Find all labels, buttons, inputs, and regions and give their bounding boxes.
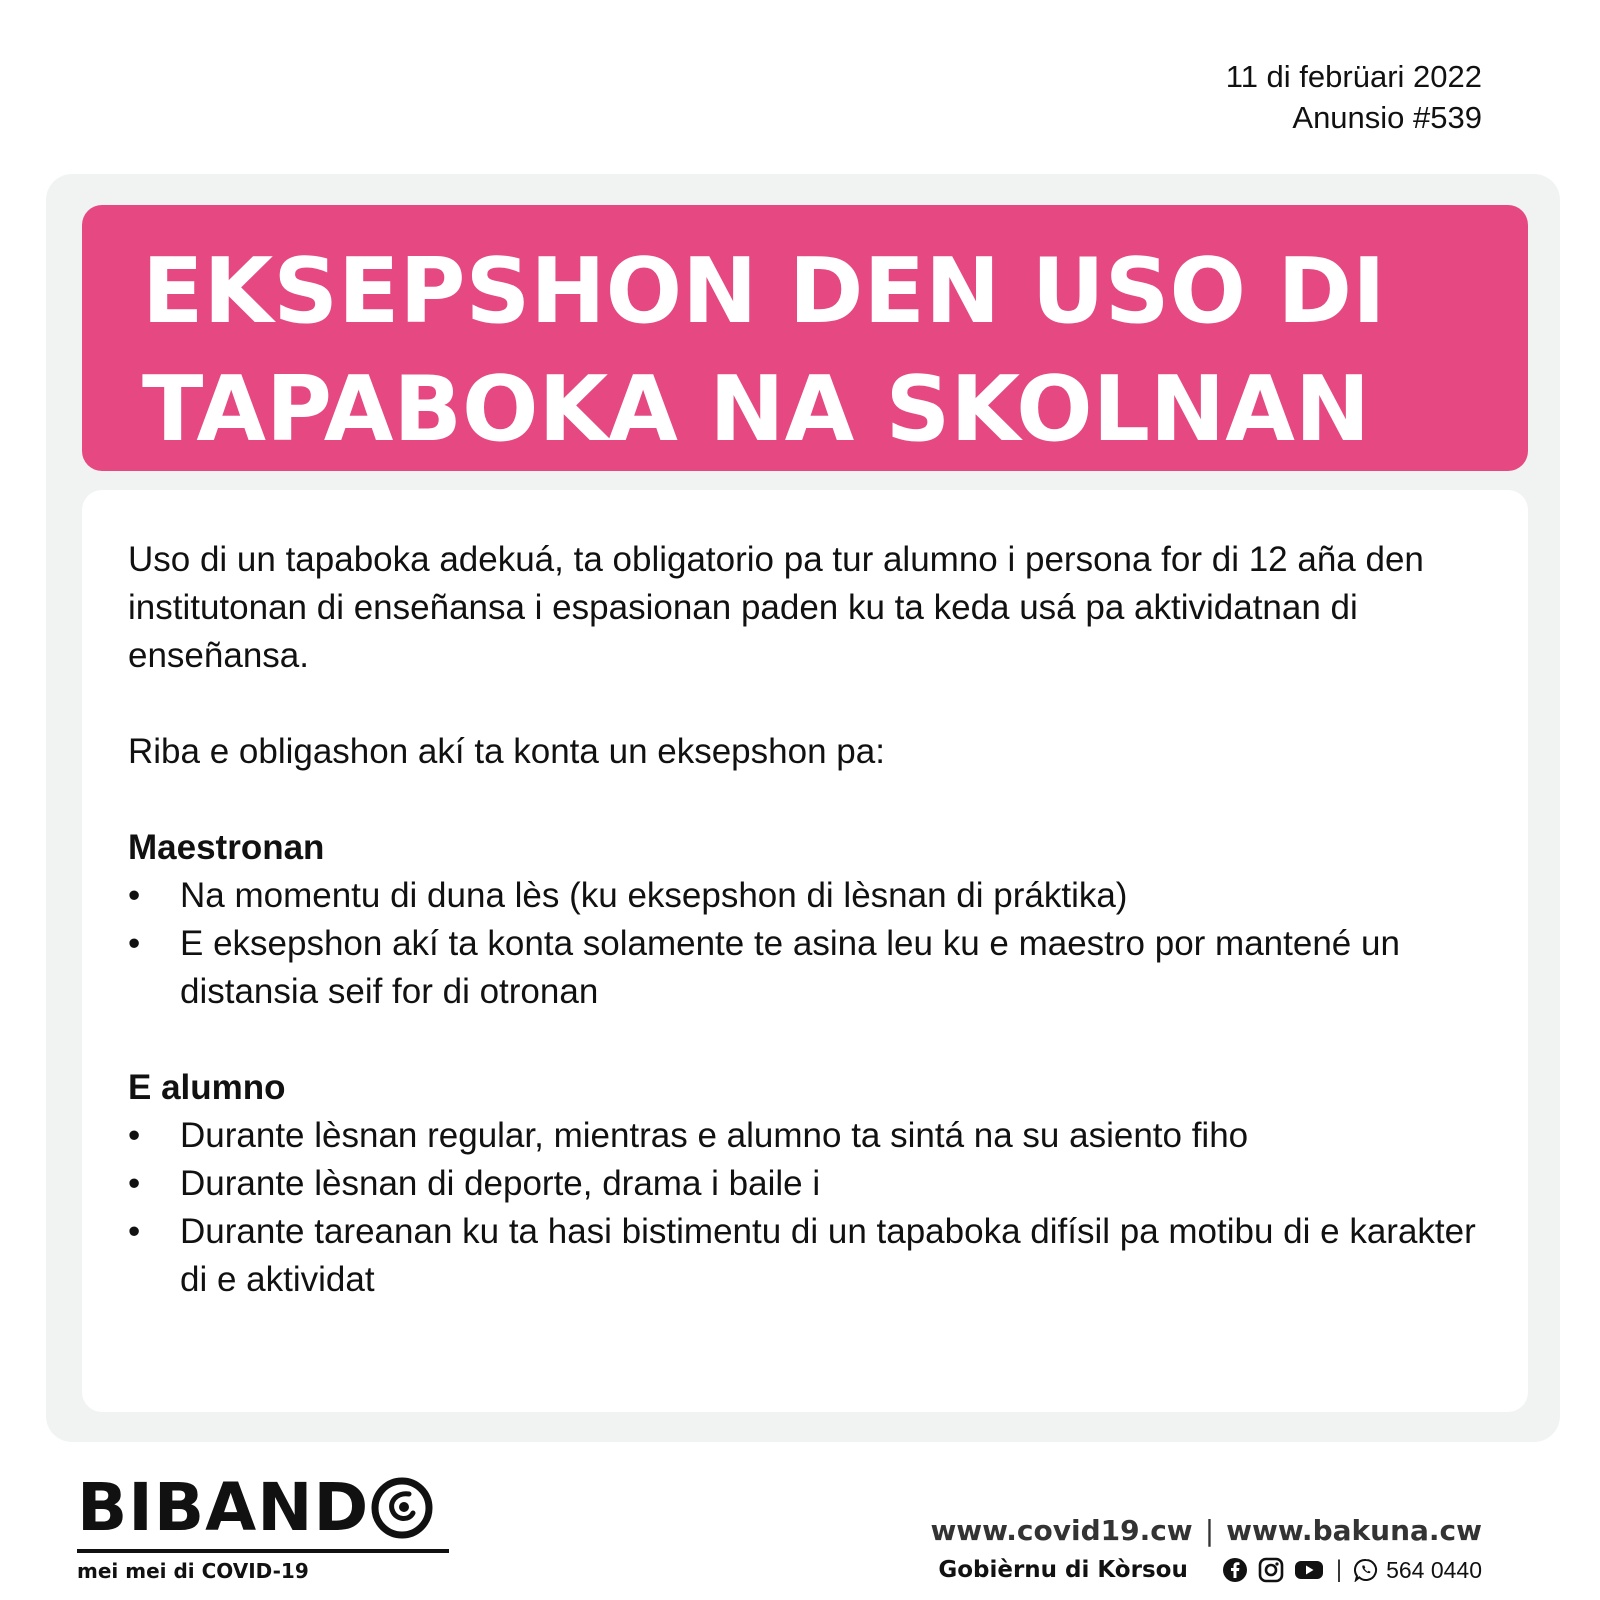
bullet-icon: • bbox=[128, 1116, 141, 1155]
bullet-icon: • bbox=[128, 876, 141, 915]
list-item-text: E eksepshon akí ta konta solamente te asina leu ku e maestro por mantené un distansia seif for di otronan bbox=[180, 924, 1400, 1011]
title-line-2: TAPABOKA NA SKOLNAN bbox=[142, 357, 1371, 462]
covid-link[interactable]: www.covid19.cw bbox=[930, 1514, 1193, 1547]
phone-number[interactable]: 564 0440 bbox=[1386, 1556, 1482, 1583]
logo-wordmark bbox=[77, 1471, 457, 1545]
footer bbox=[930, 1512, 1482, 1584]
bakuna-link[interactable]: www.bakuna.cw bbox=[1226, 1514, 1482, 1547]
whatsapp-icon bbox=[1354, 1558, 1378, 1582]
list-item-text: Durante lèsnan di deporte, drama i baile i bbox=[180, 1164, 821, 1203]
list-item-text: Durante tareanan ku ta hasi bistimentu di un tapaboka difísil pa motibu di e karakter di e aktividat bbox=[180, 1212, 1476, 1299]
government-name: Gobièrnu di Kòrsou bbox=[938, 1557, 1188, 1583]
list-item-text: Durante lèsnan regular, mientras e alumno ta sintá na su asiento fiho bbox=[180, 1116, 1249, 1155]
bibando-logo bbox=[77, 1471, 457, 1589]
title-line-1: EKSEPSHON DEN USO DI bbox=[142, 239, 1386, 344]
bullet-icon: • bbox=[128, 1164, 141, 1203]
url-separator: | bbox=[1204, 1514, 1215, 1547]
teachers-list bbox=[128, 872, 1488, 1016]
list-item bbox=[128, 1160, 1488, 1208]
content-card bbox=[82, 490, 1528, 1412]
list-item-text: Na momentu di duna lès (ku eksepshon di lèsnan di práktika) bbox=[180, 876, 1128, 915]
title-banner bbox=[82, 205, 1528, 471]
facebook-icon[interactable] bbox=[1222, 1557, 1248, 1583]
exception-lead: Riba e obligashon akí ta konta un eksepshon pa: bbox=[128, 732, 885, 771]
instagram-icon[interactable] bbox=[1258, 1557, 1284, 1583]
youtube-icon[interactable] bbox=[1294, 1557, 1324, 1583]
footer-contact-row bbox=[930, 1556, 1482, 1584]
announcement-date: 11 di febrüari 2022 bbox=[1225, 59, 1482, 94]
list-item bbox=[128, 872, 1488, 920]
bullet-icon: • bbox=[128, 1212, 141, 1251]
contact-separator: | bbox=[1335, 1556, 1343, 1583]
announcement-meta bbox=[1226, 56, 1482, 138]
list-item bbox=[128, 920, 1488, 1016]
bullet-icon: • bbox=[128, 924, 141, 963]
logo-face-icon bbox=[371, 1477, 433, 1539]
intro-paragraph: Uso di un tapaboka adekuá, ta obligatorio pa tur alumno i persona for di 12 aña den institutonan di enseñansa i espasionan paden ku ta keda usá pa aktividatnan di enseñansa. bbox=[128, 540, 1424, 675]
footer-urls bbox=[930, 1512, 1482, 1550]
page-title bbox=[142, 233, 1386, 469]
logo-tagline: mei mei di COVID-19 bbox=[77, 1559, 309, 1583]
logo-word-text: BIBAND bbox=[77, 1469, 370, 1546]
section-heading-student: E alumno bbox=[128, 1068, 286, 1107]
announcement-number: Anunsio #539 bbox=[1292, 100, 1482, 135]
list-item bbox=[128, 1112, 1488, 1160]
student-list bbox=[128, 1112, 1488, 1304]
list-item bbox=[128, 1208, 1488, 1304]
section-heading-teachers: Maestronan bbox=[128, 828, 325, 867]
content-body bbox=[128, 536, 1488, 1352]
